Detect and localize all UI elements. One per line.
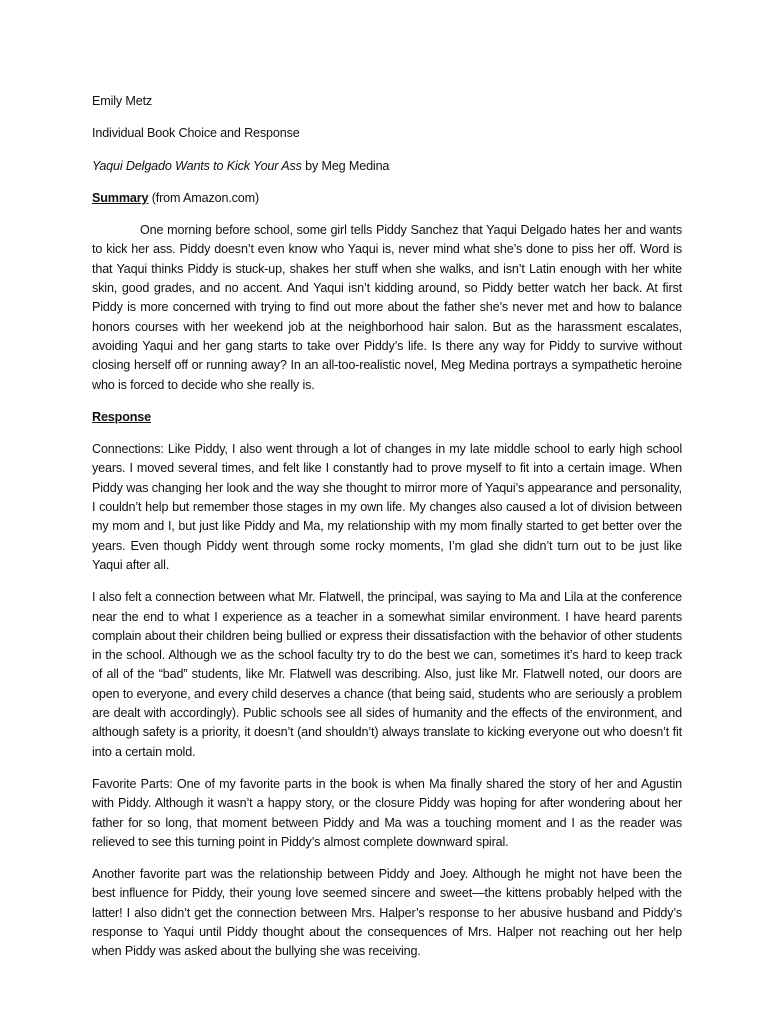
favorite-2-paragraph: Another favorite part was the relationship between Piddy and Joey. Although he might not have been the best influence for Piddy, their young love seemed sincere and sweet—the kittens probably helped with the latter! I also didn’t get the connection between Mrs. Halper’s response to her abusive husband and Piddy’s response to Yaqui until Piddy thought about the consequences of Mrs. Halper not reaching out her help when Piddy was asked about the bullying she was receiving. xyxy=(92,867,682,959)
connection-2-paragraph: I also felt a connection between what Mr. Flatwell, the principal, was saying to Ma and Lila at the conference near the end to what I experience as a teacher in a somewhat similar environment. I have heard parents complain about their children being bullied or express their dissatisfaction with the behavior of other students in the school. Although we as the school faculty try to do the best we can, sometimes it’s hard to keep track of all of the “bad” students, like Mr. Flatwell was describing. Also, just like Mr. Flatwell noted, our doors are open to everyone, and every child deserves a chance (that being said, students who are seriously a problem are dealt with accordingly). Public schools see all sides of humanity and the effects of the environment, and although safety is a priority, it doesn’t (and shouldn’t) always translate to kicking everyone out who doesn’t fit into a certain mold. xyxy=(92,590,682,759)
document-body xyxy=(92,92,682,975)
response-heading-line xyxy=(92,408,682,427)
book-by: by xyxy=(305,158,319,173)
book-line xyxy=(92,157,682,176)
author-name: Emily Metz xyxy=(92,94,153,108)
response-heading: Response xyxy=(92,409,151,424)
assignment-title: Individual Book Choice and Response xyxy=(92,126,300,141)
book-title: Yaqui Delgado Wants to Kick Your Ass xyxy=(92,158,302,173)
summary-heading: Summary xyxy=(92,190,149,205)
connections-paragraph: Connections: Like Piddy, I also went through a lot of changes in my late middle school to early high school years. I moved several times, and felt like I constantly had to prove myself to fit into a certain image. When Piddy was changing her look and the way she thought to mirror more of Yaqui’s appearance and personality, I couldn’t help but remember those stages in my own life. My changes also caused a lot of division between my mom and I, but just like Piddy and Ma, my relationship with my mom finally started to get better over the years. Even though Piddy went through some rocky moments, I’m glad she didn’t turn out to be just like Yaqui after all. xyxy=(92,442,682,572)
summary-source: (from Amazon.com) xyxy=(151,190,260,205)
book-author: Meg Medina xyxy=(321,158,390,173)
favorite-parts-paragraph: Favorite Parts: One of my favorite parts in the book is when Ma finally shared the story of her and Agustin with Piddy. Although it wasn’t a happy story, or the closure Piddy was hoping for after wondering about her father for so long, that moment between Piddy and Ma was a touching moment and I as the reader was relieved to see this turning point in Piddy’s almost complete downward spiral. xyxy=(92,776,682,849)
summary-heading-line xyxy=(92,189,682,208)
summary-paragraph: One morning before school, some girl tells Piddy Sanchez that Yaqui Delgado hates her and wants to kick her ass. Piddy doesn’t even know who Yaqui is, never mind what she’s done to piss her off. Word is that Yaqui thinks Piddy is stuck-up, shakes her stuff when she walks, and isn’t Latin enough with her white skin, good grades, and no accent. And Yaqui isn’t kidding around, so Piddy better watch her back. At first Piddy is more concerned with trying to find out more about the father she’s never met and how to balance honors courses with her weekend job at the neighborhood hair salon. But as the harassment escalates, avoiding Yaqui and her gang starts to take over Piddy’s life. Is there any way for Piddy to survive without closing herself off or running away? In an all-too-realistic novel, Meg Medina portrays a sympathetic heroine who is forced to decide who she really is. xyxy=(92,223,682,392)
